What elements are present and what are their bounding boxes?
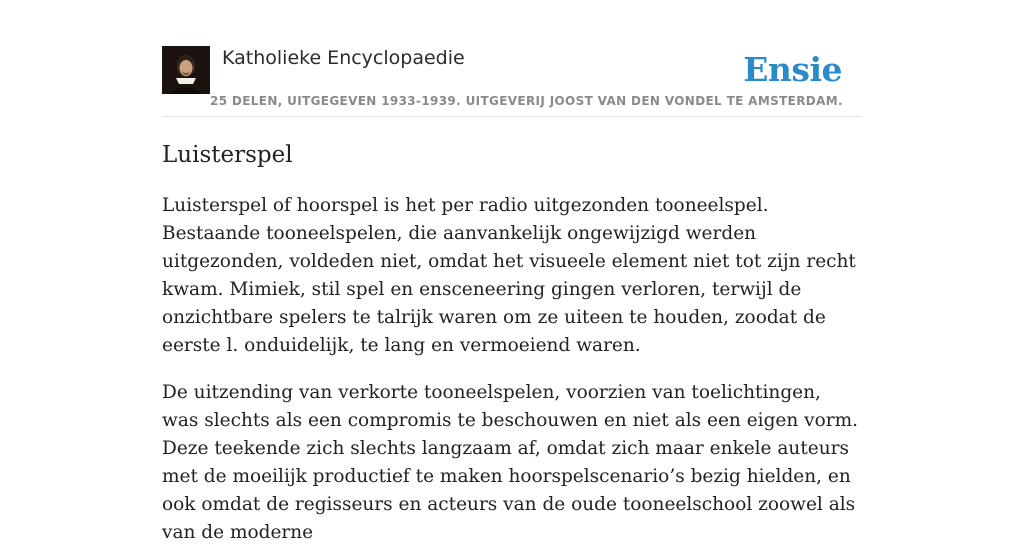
source-title[interactable]: Katholieke Encyclopaedie bbox=[222, 47, 465, 69]
article-paragraph: De uitzending van verkorte tooneelspelen, voorzien van toelichtingen, was slechts als een compromis te beschouwen en niet als een eigen vorm. Deze teekende zich slechts langzaam af, omdat zich maar enkele auteurs met de moeilijk productief te maken hoorspelscenario’s bezig hielden, en ook omdat de regisseurs en acteurs van de oude tooneelschool zoowel als van de moderne bbox=[162, 382, 859, 543]
portrait-avatar-icon[interactable] bbox=[162, 46, 210, 94]
source-subtitle: 25 DELEN, UITGEGEVEN 1933-1939. UITGEVERIJ JOOST VAN DEN VONDEL TE AMSTERDAM. bbox=[210, 94, 843, 108]
brand-logo[interactable]: Ensie bbox=[743, 50, 842, 89]
article-title: Luisterspel bbox=[162, 142, 293, 168]
source-header bbox=[162, 46, 862, 117]
article bbox=[162, 139, 862, 547]
article-paragraph: Luisterspel of hoorspel is het per radio uitgezonden tooneelspel. Bestaande tooneelspelen, die aanvankelijk ongewijzigd werden uitgezonden, voldeden niet, omdat het visueele element niet tot zijn recht kwam. Mimiek, stil spel en ensceneering gingen verloren, terwijl de onzichtbare spelers te talrijk waren om ze uiteen te houden, zoodat de eerste l. onduidelijk, te lang en vermoeiend waren. bbox=[162, 195, 856, 356]
